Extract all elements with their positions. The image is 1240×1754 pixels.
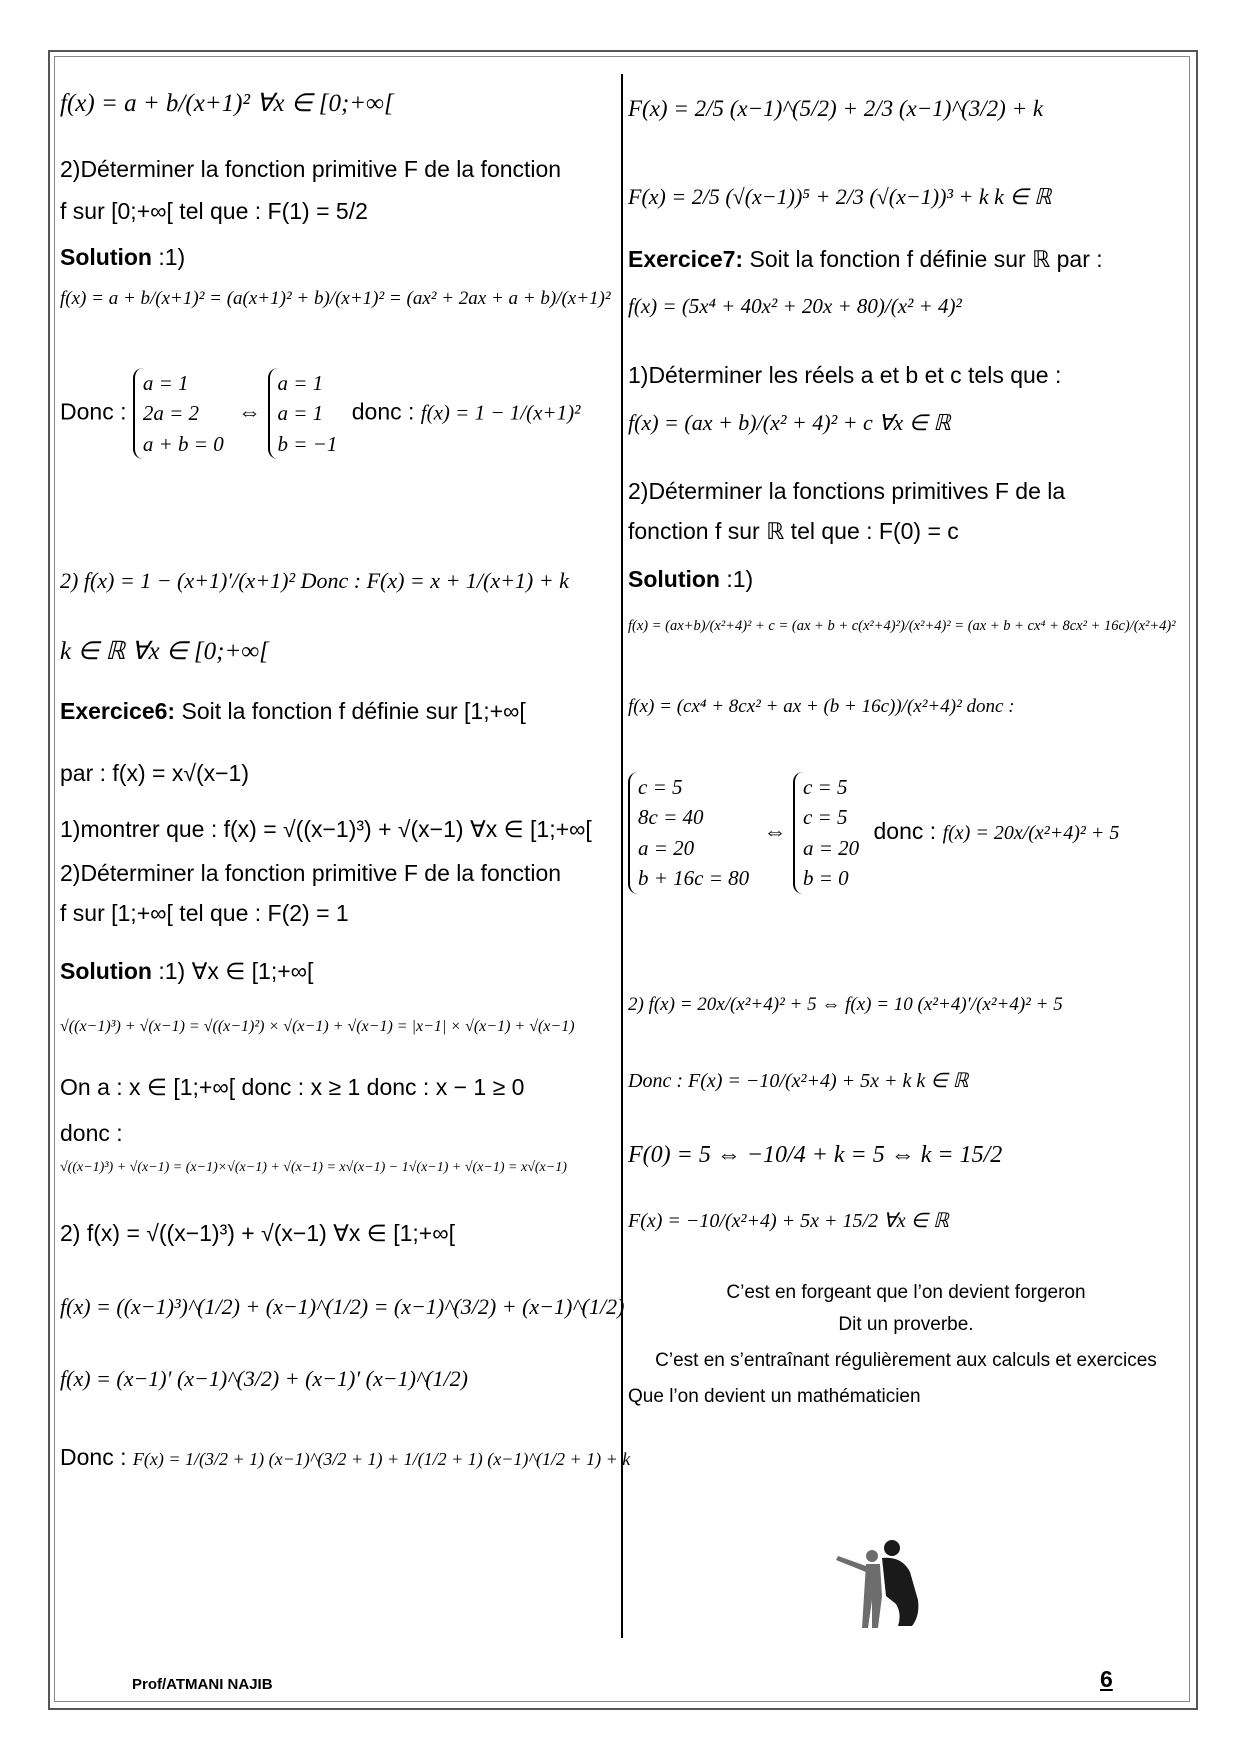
part2-function: 2) f(x) = √((x−1)³) + √(x−1) ∀x ∈ [1;+∞[ (60, 1220, 456, 1246)
system-2-eq: b = 0 (802, 866, 849, 891)
exercise7-form: f(x) = (ax + b)/(x² + 4)² + c ∀x ∈ ℝ (628, 410, 951, 435)
system-2-eq: c = 5 (802, 805, 848, 830)
formula-sqrt-1: √((x−1)³) + √(x−1) = √((x−1)²) × √(x−1) + √(x−1) = |x−1| × √(x−1) + √(x−1) (60, 1018, 575, 1035)
donc-label: Donc : (60, 398, 127, 425)
quote-line-1: C’est en forgeant que l’on devient forgeron (726, 1282, 1086, 1303)
formula-primitive-general: F(x) = 1/(3/2 + 1) (x−1)^(3/2 + 1) + 1/(1/2 + 1) (x−1)^(1/2 + 1) + k (132, 1449, 631, 1469)
exercise6-heading (60, 698, 526, 724)
system-1 (628, 772, 757, 894)
donc-label: Donc : (60, 1444, 127, 1470)
equivalence-arrow: ⇔ (763, 817, 787, 844)
solution7-heading (628, 566, 753, 592)
page-number: 6 (1100, 1666, 1113, 1692)
constant-domain: k ∈ ℝ ∀x ∈ [0;+∞[ (60, 638, 269, 665)
system-2 (268, 368, 346, 459)
formula-f-def: f(x) = a + b/(x+1)² ∀x ∈ [0;+∞[ (60, 90, 394, 117)
formula-primitive: 2) f(x) = 1 − (x+1)′/(x+1)² Donc : F(x) = x + 1/(x+1) + k (60, 568, 569, 593)
system-2-eq: a = 1 (277, 401, 324, 426)
quote-line-3: C’est en s’entraînant régulièrement aux calculs et exercices (655, 1350, 1157, 1371)
exercise6-label: Exercice6: (60, 698, 176, 724)
formula-f-result: f(x) = 1 − 1/(x+1)² (420, 400, 581, 425)
solution-rest: :1) ∀x ∈ [1;+∞[ (151, 958, 314, 984)
exercise7-statement: Soit la fonction f définie sur ℝ par : (743, 246, 1103, 272)
system-1-eq: a = 20 (638, 835, 695, 860)
exercise7-heading (628, 246, 1103, 272)
exercise6-q1: 1)montrer que : f(x) = √((x−1)³) + √(x−1) ∀x ∈ [1;+∞[ (60, 816, 592, 842)
system-2-eq: a = 20 (802, 835, 860, 860)
formula-expand: f(x) = a + b/(x+1)² = (a(x+1)² + b)/(x+1)² = (ax² + 2ax + a + b)/(x+1)² (60, 288, 611, 309)
system-2-eq: b = −1 (277, 431, 338, 456)
donc-label: donc : (351, 398, 415, 425)
system-1 (133, 368, 232, 459)
solution6-heading (60, 958, 313, 984)
system-1-eq: 8c = 40 (638, 805, 704, 830)
exercise7-q2-cont: fonction f sur ℝ tel que : F(0) = c (628, 518, 959, 544)
system-1-eq: a + b = 0 (142, 431, 224, 456)
system-2-eq: a = 1 (277, 371, 324, 395)
system-line (60, 368, 580, 459)
exercise6-q2-cont: f sur [1;+∞[ tel que : F(2) = 1 (60, 900, 349, 926)
system-1-eq: b + 16c = 80 (638, 866, 750, 891)
question-2: 2)Déterminer la fonction primitive F de la fonction (60, 156, 562, 182)
reasoning-line: On a : x ∈ [1;+∞[ donc : x ≥ 1 donc : x − 1 ≥ 0 (60, 1074, 525, 1100)
solution-label: Solution (628, 566, 720, 592)
teacher-child-silhouette-icon (832, 1538, 928, 1630)
exercise6-q2: 2)Déterminer la fonction primitive F de la fonction (60, 860, 562, 886)
formula-sqrt-2: √((x−1)³) + √(x−1) = (x−1)×√(x−1) + √(x−1) = x√(x−1) − 1√(x−1) + √(x−1) = x√(x−1) (60, 1160, 567, 1175)
exercise6-statement: Soit la fonction f définie sur [1;+∞[ (175, 698, 526, 724)
exercise7-label: Exercice7: (628, 246, 744, 272)
solution-label: Solution (60, 244, 152, 270)
system7-line (628, 772, 1119, 894)
formula-f-result: f(x) = 20x/(x²+4)² + 5 (942, 821, 1120, 844)
formula-derivative-form: 2) f(x) = 20x/(x²+4)² + 5 ⇔ f(x) = 10 (x²+4)′/(x²+4)² + 5 (628, 994, 1063, 1015)
system-2 (793, 772, 867, 894)
system-1-eq: a = 1 (142, 371, 189, 395)
formula-primitive: Donc : F(x) = −10/(x²+4) + 5x + k k ∈ ℝ (628, 1070, 969, 1092)
donc-label: donc : (873, 817, 937, 844)
solution-label: Solution (60, 958, 152, 984)
column-divider (621, 74, 623, 1638)
solution-rest: :1) (719, 566, 754, 592)
formula-common-denominator: f(x) = (ax+b)/(x²+4)² + c = (ax + b + c(x²+4)²)/(x²+4)² = (ax + b + cx⁴ + 8cx² + 16c)/(x²+4)² (628, 618, 1176, 634)
exercise7-q1: 1)Déterminer les réels a et b et c tels que : (628, 362, 1062, 388)
formula-constant: F(0) = 5 ⇔ −10/4 + k = 5 ⇔ k = 15/2 (628, 1142, 1003, 1168)
quote-line-4: Que l’on devient un mathématicien (628, 1386, 921, 1407)
exercise6-function: par : f(x) = x√(x−1) (60, 760, 249, 786)
formula-regrouped: f(x) = (cx⁴ + 8cx² + ax + (b + 16c))/(x²+4)² donc : (628, 696, 1015, 717)
author-name: Prof/ATMANI NAJIB (132, 1676, 273, 1693)
formula-F-roots: F(x) = 2/5 (√(x−1))⁵ + 2/3 (√(x−1))³ + k k ∈ ℝ (628, 184, 1052, 209)
formula-powers: f(x) = ((x−1)³)^(1/2) + (x−1)^(1/2) = (x−1)^(3/2) + (x−1)^(1/2) (60, 1294, 625, 1319)
system-2-eq: c = 5 (802, 775, 848, 799)
formula-F-powers: F(x) = 2/5 (x−1)^(5/2) + 2/3 (x−1)^(3/2) + k (628, 96, 1044, 121)
exercise7-q2: 2)Déterminer la fonctions primitives F de la (628, 478, 1066, 504)
solution-heading (60, 244, 185, 270)
exercise7-function: f(x) = (5x⁴ + 40x² + 20x + 80)/(x² + 4)² (628, 294, 962, 318)
donc-line: donc : (60, 1120, 123, 1146)
final-primitive (60, 1444, 630, 1470)
system-1-eq: c = 5 (638, 775, 683, 799)
equivalence-arrow: ⇔ (238, 398, 262, 425)
formula-final-primitive: F(x) = −10/(x²+4) + 5x + 15/2 ∀x ∈ ℝ (628, 1210, 949, 1232)
question-2-cont: f sur [0;+∞[ tel que : F(1) = 5/2 (60, 198, 368, 224)
solution-rest: :1) (151, 244, 186, 270)
formula-derivative-form: f(x) = (x−1)′ (x−1)^(3/2) + (x−1)′ (x−1)^(1/2) (60, 1366, 468, 1391)
system-1-eq: 2a = 2 (142, 401, 200, 426)
quote-line-2: Dit un proverbe. (838, 1314, 974, 1335)
